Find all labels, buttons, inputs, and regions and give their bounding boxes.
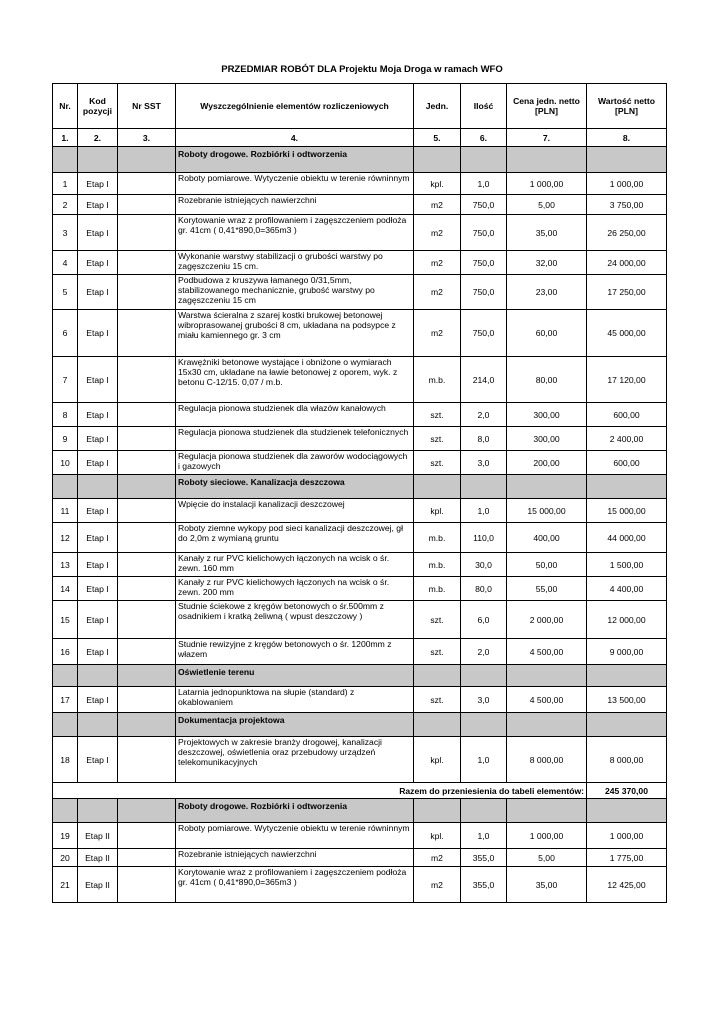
row-unit: m.b. (414, 357, 461, 403)
row-sst (118, 687, 176, 713)
header-net-value: Wartość netto [PLN] (587, 84, 667, 129)
table-row (53, 577, 667, 601)
table-row (53, 403, 667, 427)
row-code: Etap I (78, 427, 118, 451)
row-quantity: 80,0 (461, 577, 507, 601)
row-sst (118, 849, 176, 867)
section-blank (118, 475, 176, 499)
row-description: Wykonanie warstwy stabilizacji o grubości warstwy po zagęszczeniu 15 cm. (176, 251, 414, 275)
header-unit: Jedn. (414, 84, 461, 129)
table-row (53, 357, 667, 403)
row-quantity: 214,0 (461, 357, 507, 403)
row-net-value: 12 425,00 (587, 867, 667, 903)
row-code: Etap I (78, 357, 118, 403)
row-net-value: 13 500,00 (587, 687, 667, 713)
row-number: 13 (53, 553, 78, 577)
section-blank (53, 475, 78, 499)
row-unit-price: 32,00 (507, 251, 587, 275)
cost-estimate-table (52, 83, 667, 903)
row-net-value: 2 400,00 (587, 427, 667, 451)
row-unit-price: 80,00 (507, 357, 587, 403)
row-code: Etap I (78, 523, 118, 553)
section-row (53, 665, 667, 687)
row-description: Kanały z rur PVC kielichowych łączonych na wcisk o śr. zewn. 200 mm (176, 577, 414, 601)
row-code: Etap I (78, 499, 118, 523)
section-row (53, 799, 667, 823)
row-code: Etap I (78, 687, 118, 713)
table-row (53, 451, 667, 475)
table-row (53, 601, 667, 639)
section-blank (461, 475, 507, 499)
section-blank (507, 713, 587, 737)
row-unit: m2 (414, 195, 461, 215)
table-row (53, 195, 667, 215)
row-code: Etap II (78, 849, 118, 867)
row-unit: szt. (414, 427, 461, 451)
row-net-value: 44 000,00 (587, 523, 667, 553)
row-net-value: 8 000,00 (587, 737, 667, 783)
table-row (53, 275, 667, 310)
section-blank (414, 147, 461, 173)
section-blank (507, 665, 587, 687)
row-quantity: 750,0 (461, 275, 507, 310)
section-blank (507, 475, 587, 499)
row-number: 5 (53, 275, 78, 310)
row-code: Etap I (78, 451, 118, 475)
section-title: Dokumentacja projektowa (176, 713, 414, 737)
section-blank (587, 799, 667, 823)
section-blank (461, 147, 507, 173)
row-quantity: 750,0 (461, 215, 507, 251)
row-quantity: 750,0 (461, 310, 507, 357)
row-description: Regulacja pionowa studzienek dla zaworów wodociągowych i gazowych (176, 451, 414, 475)
row-net-value: 15 000,00 (587, 499, 667, 523)
row-code: Etap II (78, 823, 118, 849)
row-quantity: 2,0 (461, 403, 507, 427)
colnum: 5. (414, 129, 461, 147)
row-unit-price: 200,00 (507, 451, 587, 475)
row-description: Studnie ściekowe z kręgów betonowych o śr.500mm z osadnikiem i kratką żeliwną ( wpust deszczowy ) (176, 601, 414, 639)
row-number: 11 (53, 499, 78, 523)
row-sst (118, 251, 176, 275)
row-sst (118, 577, 176, 601)
row-unit-price: 1 000,00 (507, 173, 587, 195)
table-row (53, 310, 667, 357)
row-sst (118, 499, 176, 523)
row-number: 19 (53, 823, 78, 849)
row-net-value: 24 000,00 (587, 251, 667, 275)
row-quantity: 1,0 (461, 499, 507, 523)
row-sst (118, 601, 176, 639)
row-quantity: 8,0 (461, 427, 507, 451)
section-title: Oświetlenie terenu (176, 665, 414, 687)
row-quantity: 355,0 (461, 867, 507, 903)
row-unit-price: 5,00 (507, 849, 587, 867)
header-nr: Nr. (53, 84, 78, 129)
table-row (53, 867, 667, 903)
section-blank (507, 799, 587, 823)
section-blank (507, 147, 587, 173)
table-row (53, 737, 667, 783)
row-unit-price: 35,00 (507, 215, 587, 251)
table-row (53, 499, 667, 523)
row-unit-price: 60,00 (507, 310, 587, 357)
table-row (53, 687, 667, 713)
colnum: 3. (118, 129, 176, 147)
row-unit: m2 (414, 310, 461, 357)
row-unit-price: 400,00 (507, 523, 587, 553)
row-net-value: 1 000,00 (587, 173, 667, 195)
row-unit: szt. (414, 687, 461, 713)
row-number: 14 (53, 577, 78, 601)
row-net-value: 1 000,00 (587, 823, 667, 849)
row-quantity: 3,0 (461, 451, 507, 475)
colnum: 2. (78, 129, 118, 147)
header-row (53, 84, 667, 129)
row-code: Etap I (78, 737, 118, 783)
row-net-value: 45 000,00 (587, 310, 667, 357)
row-description: Projektowych w zakresie branży drogowej, kanalizacji deszczowej, oświetlenia oraz przebudowy urządzeń telekomunikacyjnych (176, 737, 414, 783)
row-description: Krawężniki betonowe wystające i obniżone o wymiarach 15x30 cm, układane na ławie betonowej z oporem, wyk. z betonu C-12/15. 0,07 / m.b. (176, 357, 414, 403)
header-nr-sst: Nr SST (118, 84, 176, 129)
row-sst (118, 867, 176, 903)
section-blank (53, 147, 78, 173)
row-unit-price: 1 000,00 (507, 823, 587, 849)
row-sst (118, 523, 176, 553)
row-net-value: 17 120,00 (587, 357, 667, 403)
row-number: 20 (53, 849, 78, 867)
row-code: Etap I (78, 251, 118, 275)
section-blank (78, 475, 118, 499)
row-code: Etap I (78, 639, 118, 665)
row-unit: kpl. (414, 173, 461, 195)
colnum: 1. (53, 129, 78, 147)
row-sst (118, 823, 176, 849)
row-number: 3 (53, 215, 78, 251)
row-unit-price: 4 500,00 (507, 687, 587, 713)
table-row (53, 251, 667, 275)
row-unit: m.b. (414, 523, 461, 553)
row-sst (118, 173, 176, 195)
row-quantity: 6,0 (461, 601, 507, 639)
row-number: 18 (53, 737, 78, 783)
row-net-value: 4 400,00 (587, 577, 667, 601)
row-sst (118, 451, 176, 475)
row-net-value: 26 250,00 (587, 215, 667, 251)
table-row (53, 823, 667, 849)
row-description: Kanały z rur PVC kielichowych łączonych na wcisk o śr. zewn. 160 mm (176, 553, 414, 577)
row-code: Etap I (78, 577, 118, 601)
section-blank (78, 147, 118, 173)
row-unit-price: 15 000,00 (507, 499, 587, 523)
row-description: Warstwa ścieralna z szarej kostki brukowej betonowej wibroprasowanej grubości 8 cm, układana na podsypce z miału kamiennego gr. 3 cm (176, 310, 414, 357)
section-blank (414, 475, 461, 499)
table-row (53, 523, 667, 553)
document-title: PRZEDMIAR ROBÓT DLA Projektu Moja Droga w ramach WFO (221, 64, 503, 75)
table-row (53, 639, 667, 665)
section-blank (53, 799, 78, 823)
row-net-value: 3 750,00 (587, 195, 667, 215)
row-unit: szt. (414, 451, 461, 475)
row-number: 6 (53, 310, 78, 357)
section-blank (53, 665, 78, 687)
row-net-value: 9 000,00 (587, 639, 667, 665)
section-blank (53, 713, 78, 737)
section-blank (414, 665, 461, 687)
row-unit-price: 2 000,00 (507, 601, 587, 639)
row-number: 17 (53, 687, 78, 713)
row-code: Etap I (78, 173, 118, 195)
row-net-value: 600,00 (587, 403, 667, 427)
header-description: Wyszczególnienie elementów rozliczeniowych (176, 84, 414, 129)
row-description: Podbudowa z kruszywa łamanego 0/31,5mm, stabilizowanego mechanicznie, grubość warstwy po zagęszczeniu 15 cm (176, 275, 414, 310)
row-unit: m.b. (414, 553, 461, 577)
table-body (53, 129, 667, 903)
header-kod-pozycji: Kod pozycji (78, 84, 118, 129)
total-row (53, 783, 667, 799)
row-description: Korytowanie wraz z profilowaniem i zagęszczeniem podłoża gr. 41cm ( 0,41*890,0=365m3 ) (176, 215, 414, 251)
row-unit-price: 35,00 (507, 867, 587, 903)
row-number: 9 (53, 427, 78, 451)
row-sst (118, 195, 176, 215)
row-sst (118, 427, 176, 451)
row-quantity: 1,0 (461, 173, 507, 195)
row-description: Korytowanie wraz z profilowaniem i zagęszczeniem podłoża gr. 41cm ( 0,41*890,0=365m3 ) (176, 867, 414, 903)
row-description: Roboty pomiarowe. Wytyczenie obiektu w terenie równinnym (176, 823, 414, 849)
section-blank (78, 799, 118, 823)
row-sst (118, 737, 176, 783)
section-blank (587, 665, 667, 687)
row-unit-price: 4 500,00 (507, 639, 587, 665)
row-unit: szt. (414, 403, 461, 427)
row-sst (118, 215, 176, 251)
section-blank (414, 799, 461, 823)
row-number: 15 (53, 601, 78, 639)
row-sst (118, 275, 176, 310)
row-unit: kpl. (414, 737, 461, 783)
row-unit: m2 (414, 251, 461, 275)
section-title: Roboty sieciowe. Kanalizacja deszczowa (176, 475, 414, 499)
row-unit: m2 (414, 215, 461, 251)
row-unit: kpl. (414, 823, 461, 849)
row-quantity: 750,0 (461, 195, 507, 215)
row-sst (118, 403, 176, 427)
row-code: Etap I (78, 601, 118, 639)
row-code: Etap I (78, 553, 118, 577)
row-number: 7 (53, 357, 78, 403)
row-description: Latarnia jednopunktowa na słupie (standard) z okablowaniem (176, 687, 414, 713)
total-value: 245 370,00 (587, 783, 667, 799)
row-unit-price: 50,00 (507, 553, 587, 577)
row-code: Etap I (78, 215, 118, 251)
row-description: Regulacja pionowa studzienek dla włazów kanałowych (176, 403, 414, 427)
row-number: 1 (53, 173, 78, 195)
section-title: Roboty drogowe. Rozbiórki i odtworzenia (176, 799, 414, 823)
colnum: 7. (507, 129, 587, 147)
section-blank (118, 665, 176, 687)
section-blank (78, 665, 118, 687)
row-quantity: 110,0 (461, 523, 507, 553)
row-unit: m.b. (414, 577, 461, 601)
header-unit-price: Cena jedn. netto [PLN] (507, 84, 587, 129)
colnum: 4. (176, 129, 414, 147)
row-unit: kpl. (414, 499, 461, 523)
row-net-value: 1 775,00 (587, 849, 667, 867)
colnum: 6. (461, 129, 507, 147)
row-net-value: 17 250,00 (587, 275, 667, 310)
section-blank (461, 799, 507, 823)
row-description: Regulacja pionowa studzienek dla studzienek telefonicznych (176, 427, 414, 451)
row-unit: szt. (414, 639, 461, 665)
row-unit-price: 300,00 (507, 403, 587, 427)
row-unit-price: 300,00 (507, 427, 587, 451)
row-description: Wpięcie do instalacji kanalizacji deszczowej (176, 499, 414, 523)
row-sst (118, 553, 176, 577)
table-row (53, 215, 667, 251)
row-quantity: 1,0 (461, 737, 507, 783)
row-number: 4 (53, 251, 78, 275)
row-number: 8 (53, 403, 78, 427)
row-unit: m2 (414, 275, 461, 310)
row-number: 10 (53, 451, 78, 475)
row-description: Studnie rewizyjne z kręgów betonowych o śr. 1200mm z włazem (176, 639, 414, 665)
column-number-row (53, 129, 667, 147)
row-unit: m2 (414, 849, 461, 867)
row-code: Etap II (78, 867, 118, 903)
row-net-value: 12 000,00 (587, 601, 667, 639)
colnum: 8. (587, 129, 667, 147)
row-quantity: 750,0 (461, 251, 507, 275)
row-quantity: 1,0 (461, 823, 507, 849)
section-blank (587, 147, 667, 173)
total-label: Razem do przeniesienia do tabeli elementów: (53, 783, 587, 799)
row-quantity: 2,0 (461, 639, 507, 665)
row-unit-price: 5,00 (507, 195, 587, 215)
section-blank (587, 475, 667, 499)
row-sst (118, 357, 176, 403)
section-blank (461, 665, 507, 687)
section-blank (78, 713, 118, 737)
row-code: Etap I (78, 310, 118, 357)
section-blank (414, 713, 461, 737)
row-code: Etap I (78, 195, 118, 215)
row-number: 21 (53, 867, 78, 903)
row-unit-price: 8 000,00 (507, 737, 587, 783)
row-unit: m2 (414, 867, 461, 903)
row-unit-price: 55,00 (507, 577, 587, 601)
section-blank (118, 713, 176, 737)
row-quantity: 355,0 (461, 849, 507, 867)
section-row (53, 713, 667, 737)
row-code: Etap I (78, 275, 118, 310)
section-blank (461, 713, 507, 737)
section-blank (118, 799, 176, 823)
section-title: Roboty drogowe. Rozbiórki i odtworzenia (176, 147, 414, 173)
row-quantity: 30,0 (461, 553, 507, 577)
row-net-value: 600,00 (587, 451, 667, 475)
row-unit: szt. (414, 601, 461, 639)
row-description: Rozebranie istniejących nawierzchni (176, 849, 414, 867)
row-quantity: 3,0 (461, 687, 507, 713)
row-net-value: 1 500,00 (587, 553, 667, 577)
section-blank (118, 147, 176, 173)
table-row (53, 173, 667, 195)
table-row (53, 553, 667, 577)
row-unit-price: 23,00 (507, 275, 587, 310)
section-blank (587, 713, 667, 737)
row-sst (118, 310, 176, 357)
row-sst (118, 639, 176, 665)
row-number: 12 (53, 523, 78, 553)
table-row (53, 427, 667, 451)
section-row (53, 147, 667, 173)
row-code: Etap I (78, 403, 118, 427)
row-description: Rozebranie istniejących nawierzchni (176, 195, 414, 215)
row-number: 2 (53, 195, 78, 215)
row-number: 16 (53, 639, 78, 665)
header-quantity: Ilość (461, 84, 507, 129)
table-row (53, 849, 667, 867)
row-description: Roboty pomiarowe. Wytyczenie obiektu w terenie równinnym (176, 173, 414, 195)
section-row (53, 475, 667, 499)
row-description: Roboty ziemne wykopy pod sieci kanalizacji deszczowej, gł do 2,0m z wymianą gruntu (176, 523, 414, 553)
